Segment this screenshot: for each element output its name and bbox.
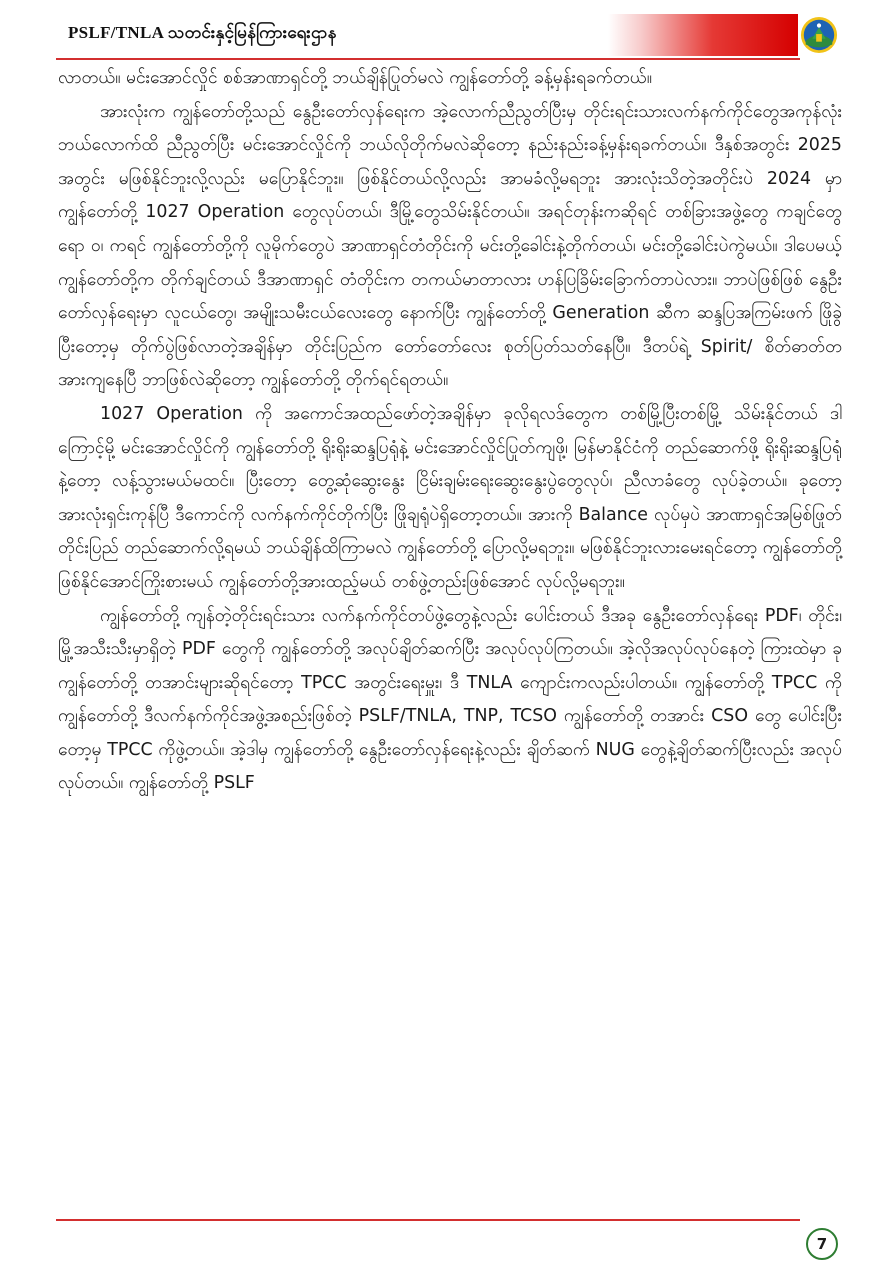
header-red-band bbox=[608, 14, 798, 56]
header-divider bbox=[56, 58, 800, 60]
paragraph: အားလုံးက ကျွန်တော်တို့သည် နွေဦးတော်လှန်ရေးက အဲ့လောက်ညီညွတ်ပြီးမှ တိုင်းရင်းသားလက်နက်ကိုင်တွေအကုန်လုံး ဘယ်လောက်ထိ ညီညွတ်ပြီး မင်းအောင်လှိုင်ကို ဘယ်လိုတိုက်မလဲဆိုတော့ နည်းနည်းခန့်မှန်းရခက်တယ်။ ဒီနှစ်အတွင်း 2025 အတွင်း မဖြစ်နိုင်ဘူးလို့လည်း မပြောနိုင်ဘူး။ ဖြစ်နိုင်တယ်လို့လည်း အာမခံလို့မရဘူး အားလုံးသိတဲ့အတိုင်းပဲ 2024 မှာ ကျွန်တော်တို့ 1027 Operation တွေလုပ်တယ်၊ ဒီမြို့တွေသိမ်းနိုင်တယ်။ အရင်တုန်းကဆိုရင် တစ်ခြားအဖွဲ့တွေ ကချင်တွေရော ဝ၊ ကရင် ကျွန်တော်တို့ကို လူမိုက်တွေပဲ အာဏာရှင်တံတိုင်းကို မင်းတို့ခေါင်းနဲ့တိုက်တယ်၊ မင်းတို့ခေါင်းပဲကွဲမယ်။ ဒါပေမယ့် ကျွန်တော်တို့က တိုက်ချင်တယ် ဒီအာဏာရှင် တံတိုင်းက တကယ်မာတာလား ဟန်ပြခြိမ်းခြောက်တာပဲလား။ ဘာပဲဖြစ်ဖြစ် နွေဦးတော်လှန်ရေးမှာ လူငယ်တွေ၊ အမျိုးသမီးငယ်လေးတွေ နောက်ပြီး ကျွန်တော်တို့ Generation ဆီက ဆန္ဒပြအကြမ်းဖက် ဖြိုခွဲပြီးတော့မှ တိုက်ပွဲဖြစ်လာတဲ့အချိန်မှာ တိုင်းပြည်က တော်တော်လေး စုတ်ပြတ်သတ်နေပြီ။ ဒီတပ်ရဲ့ Spirit/ စိတ်ဓာတ်တအားကျနေပြီ ဘာဖြစ်လဲဆိုတော့ ကျွန်တော်တို့ တိုက်ရင်ရတယ်။ bbox=[58, 101, 842, 391]
header-title: PSLF/TNLA သတင်းနှင့်မြန်ကြားရေးဌာန bbox=[68, 23, 337, 42]
paragraph: လာတယ်။ မင်းအောင်လှိုင် စစ်အာဏာရှင်တို့ ဘယ်ချိန်ပြုတ်မလဲ ကျွန်တော်တို့ ခန့်မှန်းရခက်တယ်။ bbox=[58, 68, 652, 88]
paragraph: ကျွန်တော်တို့ ကျန်တဲ့တိုင်းရင်းသား လက်နက်ကိုင်တပ်ဖွဲ့တွေနဲ့လည်း ပေါင်းတယ် ဒီအခု နွေဦးတော်လှန်ရေး PDF၊ တိုင်း၊ မြို့အသီးသီးမှာရှိတဲ့ PDF တွေကို ကျွန်တော်တို့ အလုပ်ချိတ်ဆက်ပြီး အလုပ်လုပ်ကြတယ်။ အဲ့လိုအလုပ်လုပ်နေတဲ့ ကြားထဲမှာ ခုကျွန်တော်တို့ တအာင်းများဆိုရင်တော့ TPCC အတွင်းရေးမှူး၊ ဒီ TNLA ကျောင်းကလည်းပါတယ်။ ကျွန်တော်တို့ TPCC ကို ကျွန်တော်တို့ ဒီလက်နက်ကိုင်အဖွဲ့အစည်းဖြစ်တဲ့ PSLF/TNLA, TNP, TCSO ကျွန်တော်တို့ တအာင်း CSO တွေ ပေါင်းပြီးတော့မှ TPCC ကိုဖွဲ့တယ်။ အဲ့ဒါမှ ကျွန်တော်တို့ နွေဦးတော်လှန်ရေးနဲ့လည်း ချိတ်ဆက် NUG တွေနဲ့ချိတ်ဆက်ပြီးလည်း အလုပ်လုပ်တယ်။ ကျွန်တော်တို့ PSLF bbox=[58, 605, 842, 794]
article-body bbox=[58, 62, 842, 801]
page-number: 7 bbox=[806, 1228, 838, 1260]
paragraph: 1027 Operation ကို အကောင်အထည်ဖော်တဲ့အချိန်မှာ ခုလိုရလဒ်တွေက တစ်မြို့ပြီးတစ်မြို့ သိမ်းနိုင်တယ် ဒါကြောင့်မို့ မင်းအောင်လှိုင်ကို ကျွန်တော်တို့ ရိုးရိုးဆန္ဒပြရုံနဲ့ မင်းအောင်လှိုင်ပြုတ်ကျဖို့၊ မြန်မာနိုင်ငံကို တည်ဆောက်ဖို့ ရိုးရိုးဆန္ဒပြရုံနဲ့တော့ လန့်သွားမယ်မထင်။ ပြီးတော့ တွေ့ဆုံဆွေးနွေး ငြိမ်းချမ်းရေးဆွေးနွေးပွဲတွေလုပ်၊ ညီလာခံတွေ လုပ်ခဲ့တယ်။ ခုတော့ အားလုံးရှင်းကုန်ပြီ ဒီကောင်ကို လက်နက်ကိုင်တိုက်ပြီး ဖြိုချရုံပဲရှိတော့တယ်။ အားကို Balance လုပ်မှပဲ အာဏာရှင်အမြစ်ဖြုတ်တိုင်းပြည် တည်ဆောက်လို့ရမယ် ဘယ်ချိန်ထိကြာမလဲ ကျွန်တော်တို့ ပြောလို့မရဘူး။ မဖြစ်နိုင်ဘူးလားမေးရင်တော့ ကျွန်တော်တို့ ဖြစ်နိုင်အောင်ကြိုးစားမယ် ကျွန်တော်တို့အားထည့်မယ် တစ်ဖွဲ့တည်းဖြစ်အောင် လုပ်လို့မရဘူး။ bbox=[58, 403, 842, 592]
organization-emblem-icon bbox=[800, 16, 838, 54]
footer-divider bbox=[56, 1219, 800, 1221]
